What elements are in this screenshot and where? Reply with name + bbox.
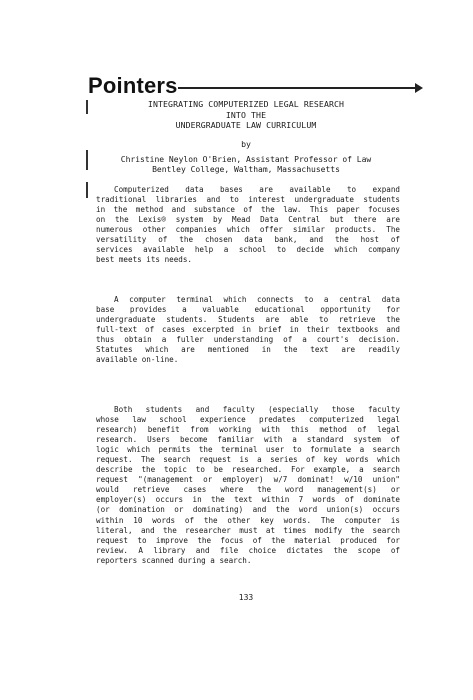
text-line: review. A library and file choice dictates the scope of: [96, 545, 400, 555]
text-line: research. Users become familiar with a standard system of: [96, 435, 400, 445]
text-line: research) benefit from working with this method of legal: [96, 425, 400, 435]
byline: by: [241, 139, 251, 149]
text-line: whose law school experience predates computerized legal: [96, 415, 400, 425]
text-line: in the method and substance of the law. This paper focuses: [96, 205, 400, 215]
article-title: [96, 99, 396, 131]
body-paragraph: [96, 295, 400, 365]
text-line: on the Lexis® system by Mead Data Central but there are: [96, 215, 400, 225]
text-line: literal, and the researcher must at times modify the search: [96, 525, 400, 535]
page-number: 133: [238, 593, 254, 602]
text-line: services available help a school to decide which company: [96, 245, 400, 255]
text-line: within 10 words of the other key words. The computer is: [96, 515, 400, 525]
section-heading: Pointers: [88, 73, 178, 98]
margin-bar: [86, 100, 88, 114]
text-line: traditional libraries and to interest undergraduate students: [96, 195, 400, 205]
margin-bar: [86, 150, 88, 170]
title-line: INTO THE: [225, 109, 267, 120]
title-line: INTEGRATING COMPUTERIZED LEGAL RESEARCH: [147, 99, 345, 109]
text-line: (or domination or dominating) and the word union(s) occurs: [96, 505, 400, 515]
text-line: Statutes which are mentioned in the text are readily: [96, 345, 400, 355]
text-line: base provides a valuable educational opportunity for: [96, 305, 400, 315]
text-line: describe the topic to be researched. For example, a search: [96, 465, 400, 475]
text-line: Both students and faculty (especially those faculty: [114, 405, 400, 414]
text-line: versatility of the chosen data bank, and the host of: [96, 235, 400, 245]
body-paragraph: [96, 405, 400, 566]
text-line: undergraduate students. Students are able to retrieve the: [96, 315, 400, 325]
text-line: request to improve the focus of the material produced for: [96, 535, 400, 545]
text-line: Computerized data bases are available to expand: [114, 185, 400, 194]
author-affiliation-line: Bentley College, Waltham, Massachusetts: [152, 165, 340, 175]
body-paragraph: [96, 185, 400, 265]
text-line: best meets its needs.: [96, 255, 193, 265]
text-line: would retrieve cases where the word management(s) or: [96, 485, 400, 495]
author-name-line: Christine Neylon O'Brien, Assistant Professor of Law: [120, 155, 372, 164]
rule-arrow-icon: [415, 83, 423, 93]
text-line: reporters scanned during a search.: [96, 555, 252, 565]
text-line: available on-line.: [96, 355, 179, 365]
heading-rule: [178, 87, 418, 89]
text-line: full-text of cases excerpted in brief in their textbooks and: [96, 325, 400, 335]
text-line: A computer terminal which connects to a central data: [114, 295, 400, 304]
text-line: numerous other companies which offer similar products. The: [96, 225, 400, 235]
text-line: request "(management or employer) w/7 dominat! w/10 union": [96, 475, 400, 485]
title-line: UNDERGRADUATE LAW CURRICULUM: [175, 120, 317, 131]
text-line: request. The search request is a series of key words which: [96, 455, 400, 465]
author-info: [96, 155, 396, 176]
margin-bar: [86, 182, 88, 198]
section-header: [88, 74, 418, 102]
text-line: employer(s) occurs in the text within 7 words of dominate: [96, 495, 400, 505]
text-line: thus obtain a fuller understanding of a court's decision.: [96, 335, 400, 345]
text-line: logic which permits the terminal user to formulate a search: [96, 445, 400, 455]
